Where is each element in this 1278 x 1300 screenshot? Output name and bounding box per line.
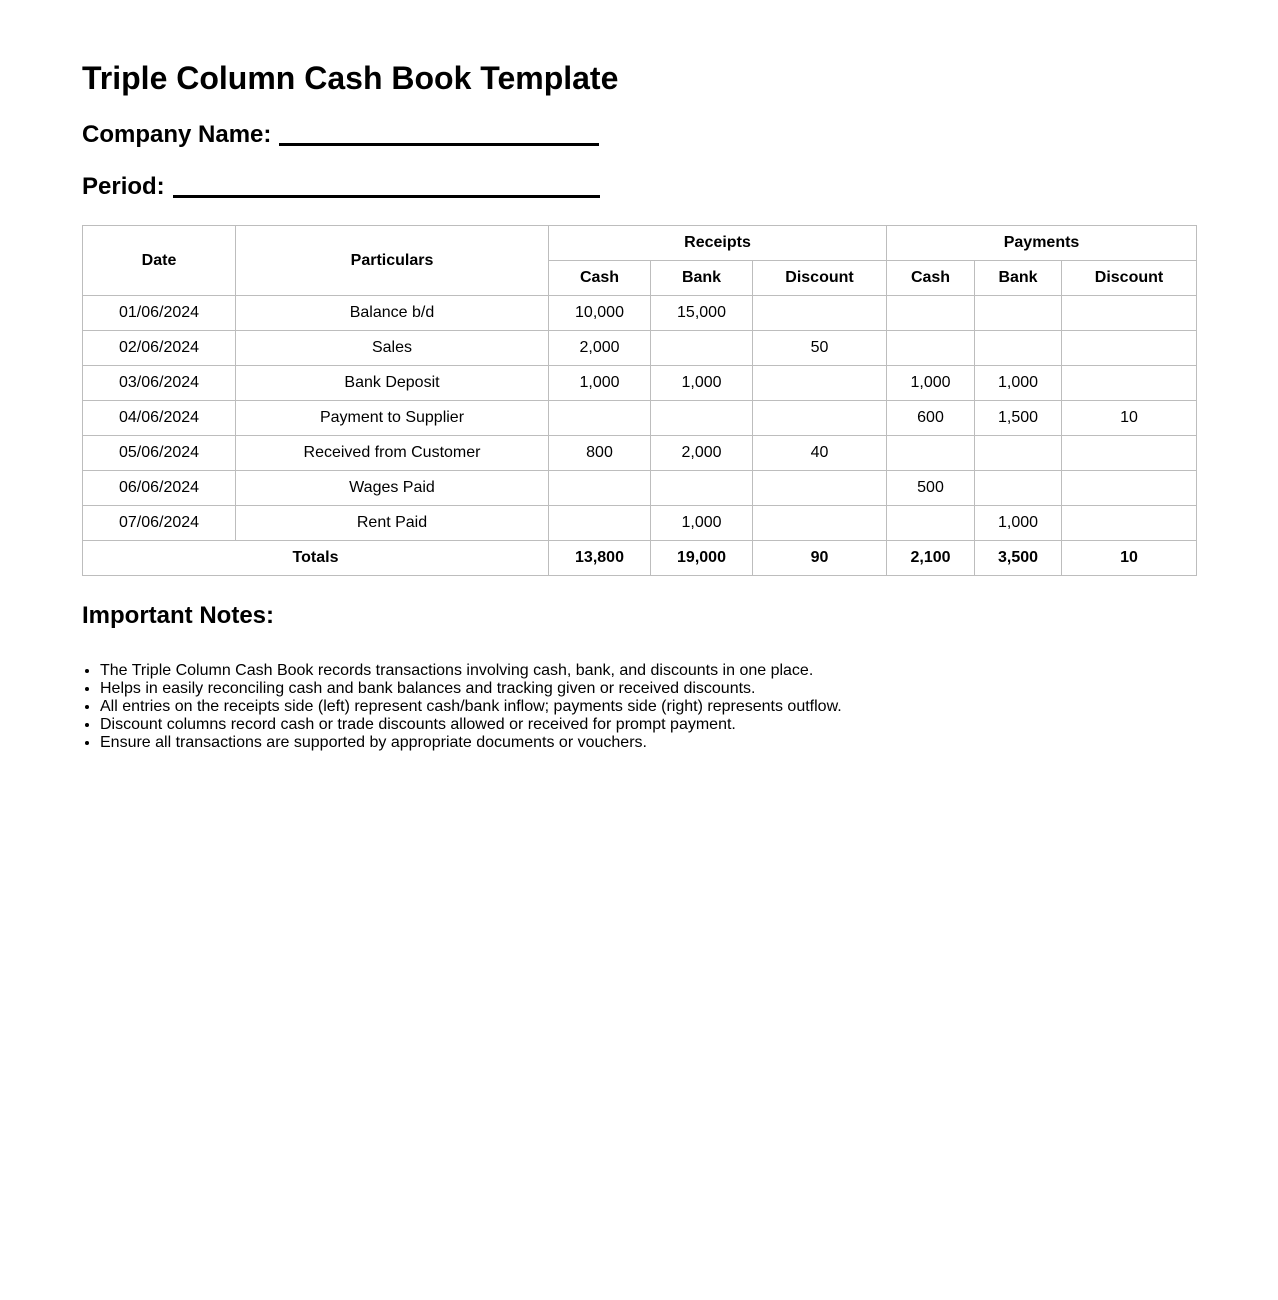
- cell-receipts-bank: 1,000: [651, 506, 753, 541]
- table-row: [83, 366, 1197, 401]
- cell-date: 04/06/2024: [83, 401, 236, 436]
- cell-receipts-bank: [651, 401, 753, 436]
- total-payments-cash: 2,100: [887, 541, 975, 576]
- cell-receipts-discount: [753, 366, 887, 401]
- table-body: [83, 296, 1197, 576]
- header-receipts-bank: Bank: [651, 261, 753, 296]
- company-name-label: Company Name:: [82, 121, 272, 148]
- cell-payments-discount: [1062, 471, 1197, 506]
- cell-particulars: Received from Customer: [236, 436, 549, 471]
- table-row: [83, 401, 1197, 436]
- cell-particulars: Payment to Supplier: [236, 401, 549, 436]
- table-row: [83, 296, 1197, 331]
- cell-payments-bank: 1,000: [975, 366, 1062, 401]
- cell-payments-cash: [887, 331, 975, 366]
- period-blank-line: [173, 175, 600, 198]
- table-row: [83, 506, 1197, 541]
- cell-receipts-discount: [753, 506, 887, 541]
- notes-heading: Important Notes:: [82, 602, 274, 629]
- note-item: • All entries on the receipts side (left) represent cash/bank inflow; payments side (right) represents outflow.: [100, 698, 1196, 716]
- cell-receipts-bank: [651, 471, 753, 506]
- cell-receipts-discount: 40: [753, 436, 887, 471]
- total-receipts-discount: 90: [753, 541, 887, 576]
- table-row: [83, 471, 1197, 506]
- table-header: [83, 226, 1197, 296]
- period-label: Period:: [82, 173, 165, 200]
- page-title: Triple Column Cash Book Template: [82, 60, 619, 96]
- cell-date: 06/06/2024: [83, 471, 236, 506]
- cell-date: 01/06/2024: [83, 296, 236, 331]
- totals-label: Totals: [83, 541, 549, 576]
- cell-payments-bank: [975, 471, 1062, 506]
- note-item: • Ensure all transactions are supported by appropriate documents or vouchers.: [100, 734, 1196, 752]
- total-payments-bank: 3,500: [975, 541, 1062, 576]
- cash-book-table: [82, 225, 1197, 576]
- header-row-groups: [83, 226, 1197, 261]
- cell-receipts-cash: [549, 471, 651, 506]
- cell-particulars: Wages Paid: [236, 471, 549, 506]
- cell-receipts-discount: [753, 471, 887, 506]
- cell-receipts-cash: 2,000: [549, 331, 651, 366]
- cell-receipts-cash: [549, 506, 651, 541]
- cell-payments-cash: 500: [887, 471, 975, 506]
- header-payments-cash: Cash: [887, 261, 975, 296]
- header-date: Date: [83, 226, 236, 296]
- cell-payments-bank: [975, 331, 1062, 366]
- cell-date: 07/06/2024: [83, 506, 236, 541]
- cell-payments-cash: [887, 296, 975, 331]
- cell-receipts-discount: 50: [753, 331, 887, 366]
- cell-payments-bank: 1,000: [975, 506, 1062, 541]
- cell-date: 02/06/2024: [83, 331, 236, 366]
- cell-payments-cash: [887, 436, 975, 471]
- header-receipts-cash: Cash: [549, 261, 651, 296]
- cell-receipts-bank: 1,000: [651, 366, 753, 401]
- period-field: [82, 173, 1196, 201]
- company-name-blank-line: [279, 123, 599, 146]
- total-receipts-bank: 19,000: [651, 541, 753, 576]
- company-name-field: [82, 121, 1196, 149]
- cell-receipts-cash: 800: [549, 436, 651, 471]
- header-receipts-discount: Discount: [753, 261, 887, 296]
- table-row: [83, 331, 1197, 366]
- note-item: • The Triple Column Cash Book records transactions involving cash, bank, and discounts in one place.: [100, 662, 1196, 680]
- cell-date: 03/06/2024: [83, 366, 236, 401]
- header-receipts: Receipts: [549, 226, 887, 261]
- total-receipts-cash: 13,800: [549, 541, 651, 576]
- cell-payments-discount: [1062, 296, 1197, 331]
- cell-payments-discount: [1062, 331, 1197, 366]
- cell-particulars: Rent Paid: [236, 506, 549, 541]
- cell-payments-discount: 10: [1062, 401, 1197, 436]
- cell-date: 05/06/2024: [83, 436, 236, 471]
- header-payments-discount: Discount: [1062, 261, 1197, 296]
- cell-receipts-cash: 1,000: [549, 366, 651, 401]
- note-item: • Discount columns record cash or trade discounts allowed or received for prompt payment.: [100, 716, 1196, 734]
- cell-receipts-discount: [753, 296, 887, 331]
- cell-receipts-cash: 10,000: [549, 296, 651, 331]
- cell-payments-bank: 1,500: [975, 401, 1062, 436]
- cell-receipts-bank: 15,000: [651, 296, 753, 331]
- cell-payments-discount: [1062, 436, 1197, 471]
- cell-payments-cash: 600: [887, 401, 975, 436]
- total-payments-discount: 10: [1062, 541, 1197, 576]
- cell-payments-cash: [887, 506, 975, 541]
- cell-payments-bank: [975, 436, 1062, 471]
- cell-receipts-bank: [651, 331, 753, 366]
- cell-particulars: Bank Deposit: [236, 366, 549, 401]
- table-row: [83, 436, 1197, 471]
- cell-payments-bank: [975, 296, 1062, 331]
- cell-particulars: Sales: [236, 331, 549, 366]
- header-particulars: Particulars: [236, 226, 549, 296]
- cell-receipts-bank: 2,000: [651, 436, 753, 471]
- notes-list: [82, 662, 1196, 752]
- cell-payments-cash: 1,000: [887, 366, 975, 401]
- cell-receipts-discount: [753, 401, 887, 436]
- cell-payments-discount: [1062, 506, 1197, 541]
- note-item: • Helps in easily reconciling cash and bank balances and tracking given or received discounts.: [100, 680, 1196, 698]
- cell-particulars: Balance b/d: [236, 296, 549, 331]
- header-payments: Payments: [887, 226, 1197, 261]
- cell-receipts-cash: [549, 401, 651, 436]
- cell-payments-discount: [1062, 366, 1197, 401]
- header-payments-bank: Bank: [975, 261, 1062, 296]
- totals-row: [83, 541, 1197, 576]
